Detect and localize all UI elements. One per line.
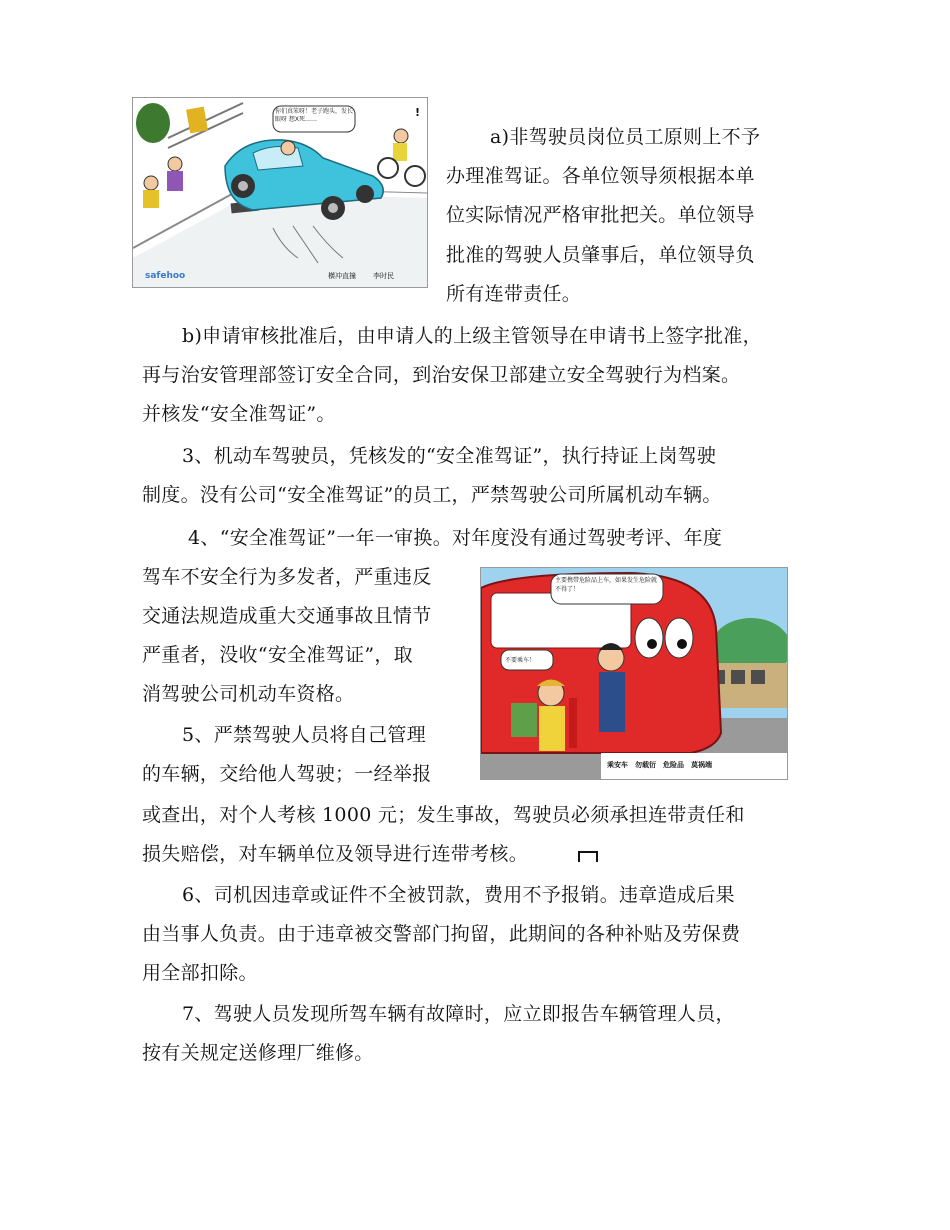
- para-5-line2: 的车辆，交给他人驾驶；一经举报: [142, 763, 432, 785]
- para-b-line2: 再与治安管理部签订安全合同，到治安保卫部建立安全驾驶行为档案。: [142, 364, 741, 386]
- para-4-line5: 消驾驶公司机动车资格。: [142, 683, 355, 705]
- cartoon-caption-author: 李时民: [373, 272, 394, 280]
- para-5-line1: 5、严禁驾驶人员将自己管理: [182, 724, 426, 746]
- para-6-line1: 6、司机因违章或证件不全被罚款，费用不予报销。违章造成后果: [182, 884, 735, 906]
- para-b-line1: b)申请审核批准后，由申请人的上级主管领导在申请书上签字批准，: [182, 325, 762, 347]
- para-3-line1: 3、机动车驾驶员，凭核发的“安全准驾证”，执行持证上岗驾驶: [182, 445, 717, 467]
- para-4-line4: 严重者，没收“安全准驾证”，取: [142, 644, 413, 666]
- para-b-line3: 并核发“安全准驾证”。: [142, 403, 336, 425]
- cartoon-reckless-car: [132, 97, 428, 288]
- para-3-line2: 制度。没有公司“安全准驾证”的员工，严禁驾驶公司所属机动车辆。: [142, 484, 722, 506]
- para-4-line3: 交通法规造成重大交通事故且情节: [142, 605, 432, 627]
- para-a-line3: 位实际情况严格审批把关。单位领导: [446, 204, 755, 226]
- para-6-line2: 由当事人负责。由于违章被交警部门拘留，此期间的各种补贴及劳保费: [142, 923, 741, 945]
- exclaim-mark: !: [415, 106, 421, 119]
- para-a-line1: a)非驾驶员岗位员工原则上不予: [490, 126, 761, 148]
- para-5-line4: 损失赔偿，对车辆单位及领导进行连带考核。: [142, 843, 529, 865]
- para-4-line2: 驾车不安全行为多发者，严重违反: [142, 566, 432, 588]
- girl-speech-text: 不要乘车！: [505, 657, 536, 664]
- para-5-line3: 或查出，对个人考核 1000 元；发生事故，驾驶员必须承担连带责任和: [142, 804, 745, 826]
- safehoo-watermark: safehoo: [145, 271, 186, 281]
- bus-cartoon-caption: 乘安车 勿载衍 危险品 莫祸端: [607, 761, 712, 769]
- bus-speech-text: 主要携带危险品上车，如果发生危险就不得了！: [555, 577, 658, 593]
- para-7-line2: 按有关规定送修理厂维修。: [142, 1042, 374, 1064]
- para-a-line5: 所有连带责任。: [446, 283, 582, 305]
- para-a-line2: 办理准驾证。各单位领导须根据本单: [446, 165, 755, 187]
- speech-bubble-text: 你们真笨呀！老子跑头，发长眼呀 想X死……: [275, 108, 354, 123]
- edit-mark-icon: [578, 851, 598, 862]
- para-6-line3: 用全部扣除。: [142, 962, 258, 984]
- cartoon-caption-title: 横冲直撞: [328, 272, 356, 280]
- cartoon-bus-safety: [480, 567, 788, 780]
- para-7-line1: 7、驾驶人员发现所驾车辆有故障时，应立即报告车辆管理人员，: [182, 1003, 735, 1025]
- para-4-line1: 4、“安全准驾证”一年一审换。对年度没有通过驾驶考评、年度: [188, 527, 723, 549]
- para-a-line4: 批准的驾驶人员肇事后，单位领导负: [446, 244, 755, 266]
